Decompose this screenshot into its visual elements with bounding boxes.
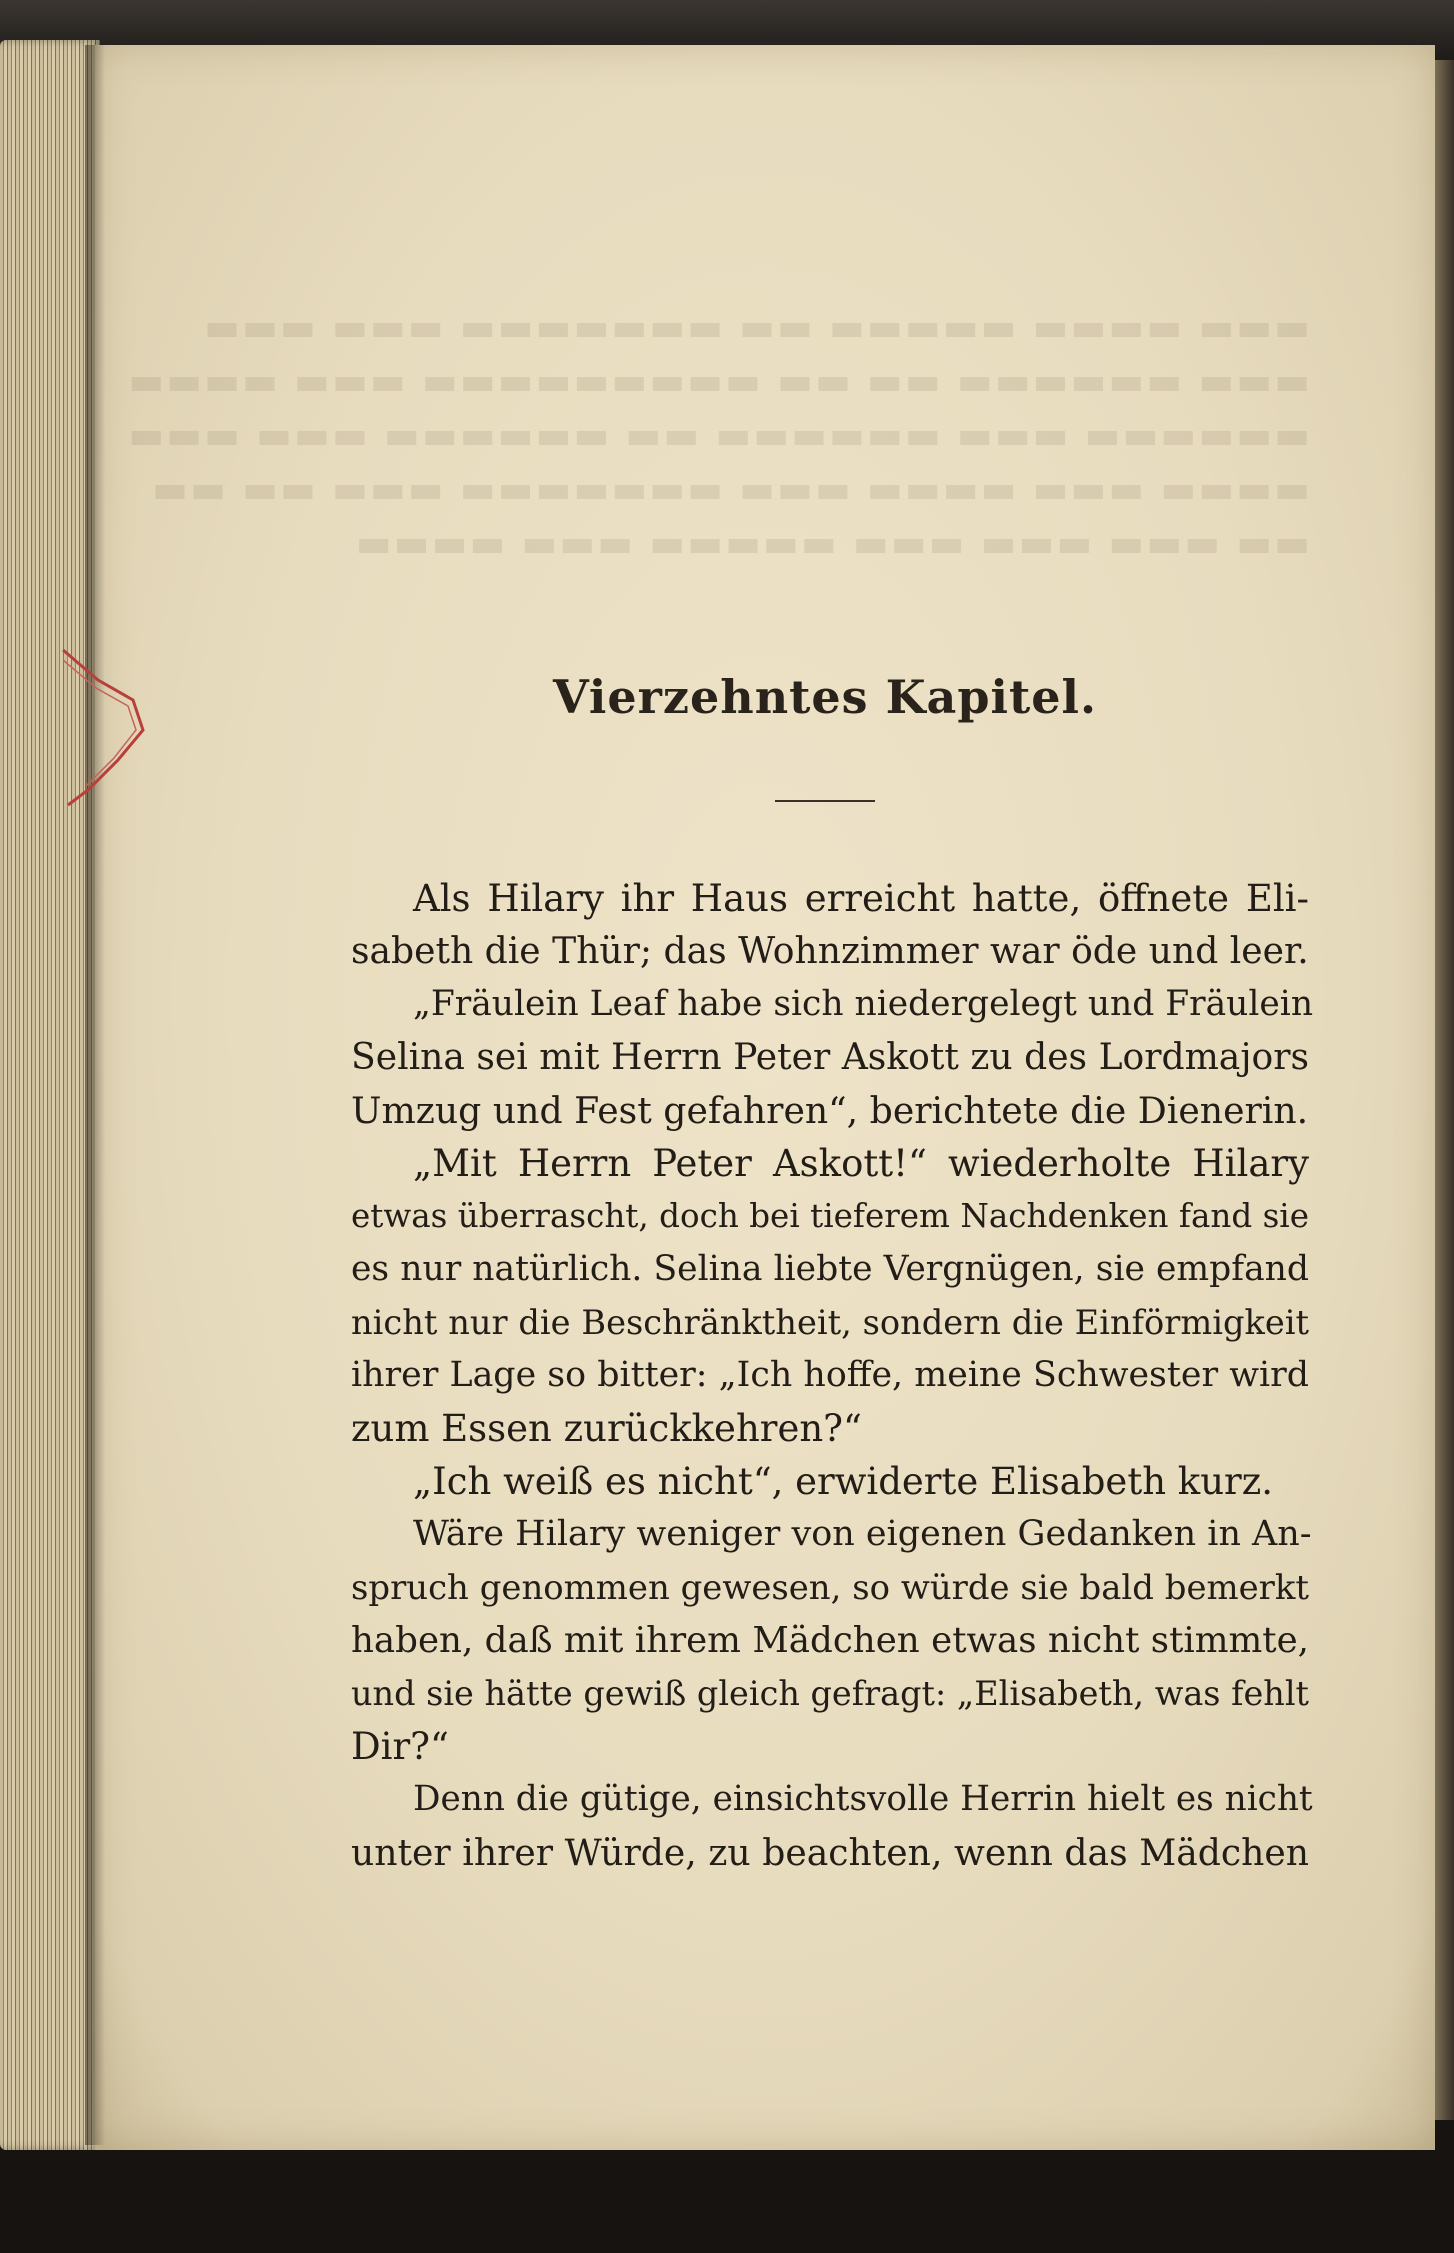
chapter-title: Vierzehntes Kapitel. [553, 670, 1097, 724]
text-line: Wäre Hilary weniger von eigenen Gedanken in An- [413, 1514, 1312, 1554]
text-line: sabeth die Thür; das Wohnzimmer war öde und leer. [351, 930, 1309, 972]
text-line: haben, daß mit ihrem Mädchen etwas nicht stimmte, [351, 1620, 1309, 1661]
text-line: „Ich weiß es nicht“, erwiderte Elisabeth kurz. [413, 1460, 1273, 1503]
text-line: spruch genommen gewesen, so würde sie bald bemerkt [351, 1568, 1309, 1607]
text-line: „Mit Herrn Peter Askott!“ wiederholte Hilary [413, 1142, 1309, 1185]
text-line: Dir?“ [351, 1725, 449, 1768]
text-line: und sie hätte gewiß gleich gefragt: „Elisabeth, was fehlt [351, 1674, 1310, 1713]
text-line: etwas überrascht, doch bei tieferem Nachdenken fand sie [351, 1197, 1309, 1235]
binding-shadow [85, 45, 105, 2145]
body-text [351, 872, 1314, 1879]
text-line: unter ihrer Würde, zu beachten, wenn das Mädchen [351, 1831, 1309, 1874]
text-line: nicht nur die Beschränktheit, sondern die Einförmigkeit [351, 1303, 1309, 1342]
text-line: Als Hilary ihr Haus erreicht hatte, öffnete Eli- [413, 877, 1309, 920]
text-line: es nur natürlich. Selina liebte Vergnügen, sie empfand [351, 1249, 1309, 1289]
text-line: Selina sei mit Herrn Peter Askott zu des Lordmajors [351, 1036, 1309, 1078]
text-line: „Fräulein Leaf habe sich niedergelegt und Fräulein [413, 984, 1314, 1024]
text-line: zum Essen zurückkehren?“ [351, 1407, 862, 1450]
text-line: Denn die gütige, einsichtsvolle Herrin hielt es nicht [413, 1779, 1313, 1819]
title-divider [775, 800, 875, 802]
bookmark-ribbon-icon [58, 640, 148, 810]
text-line: ihrer Lage so bitter: „Ich hoffe, meine Schwester wird [351, 1355, 1309, 1395]
text-line: Umzug und Fest gefahren“, berichtete die Dienerin. [351, 1089, 1309, 1132]
